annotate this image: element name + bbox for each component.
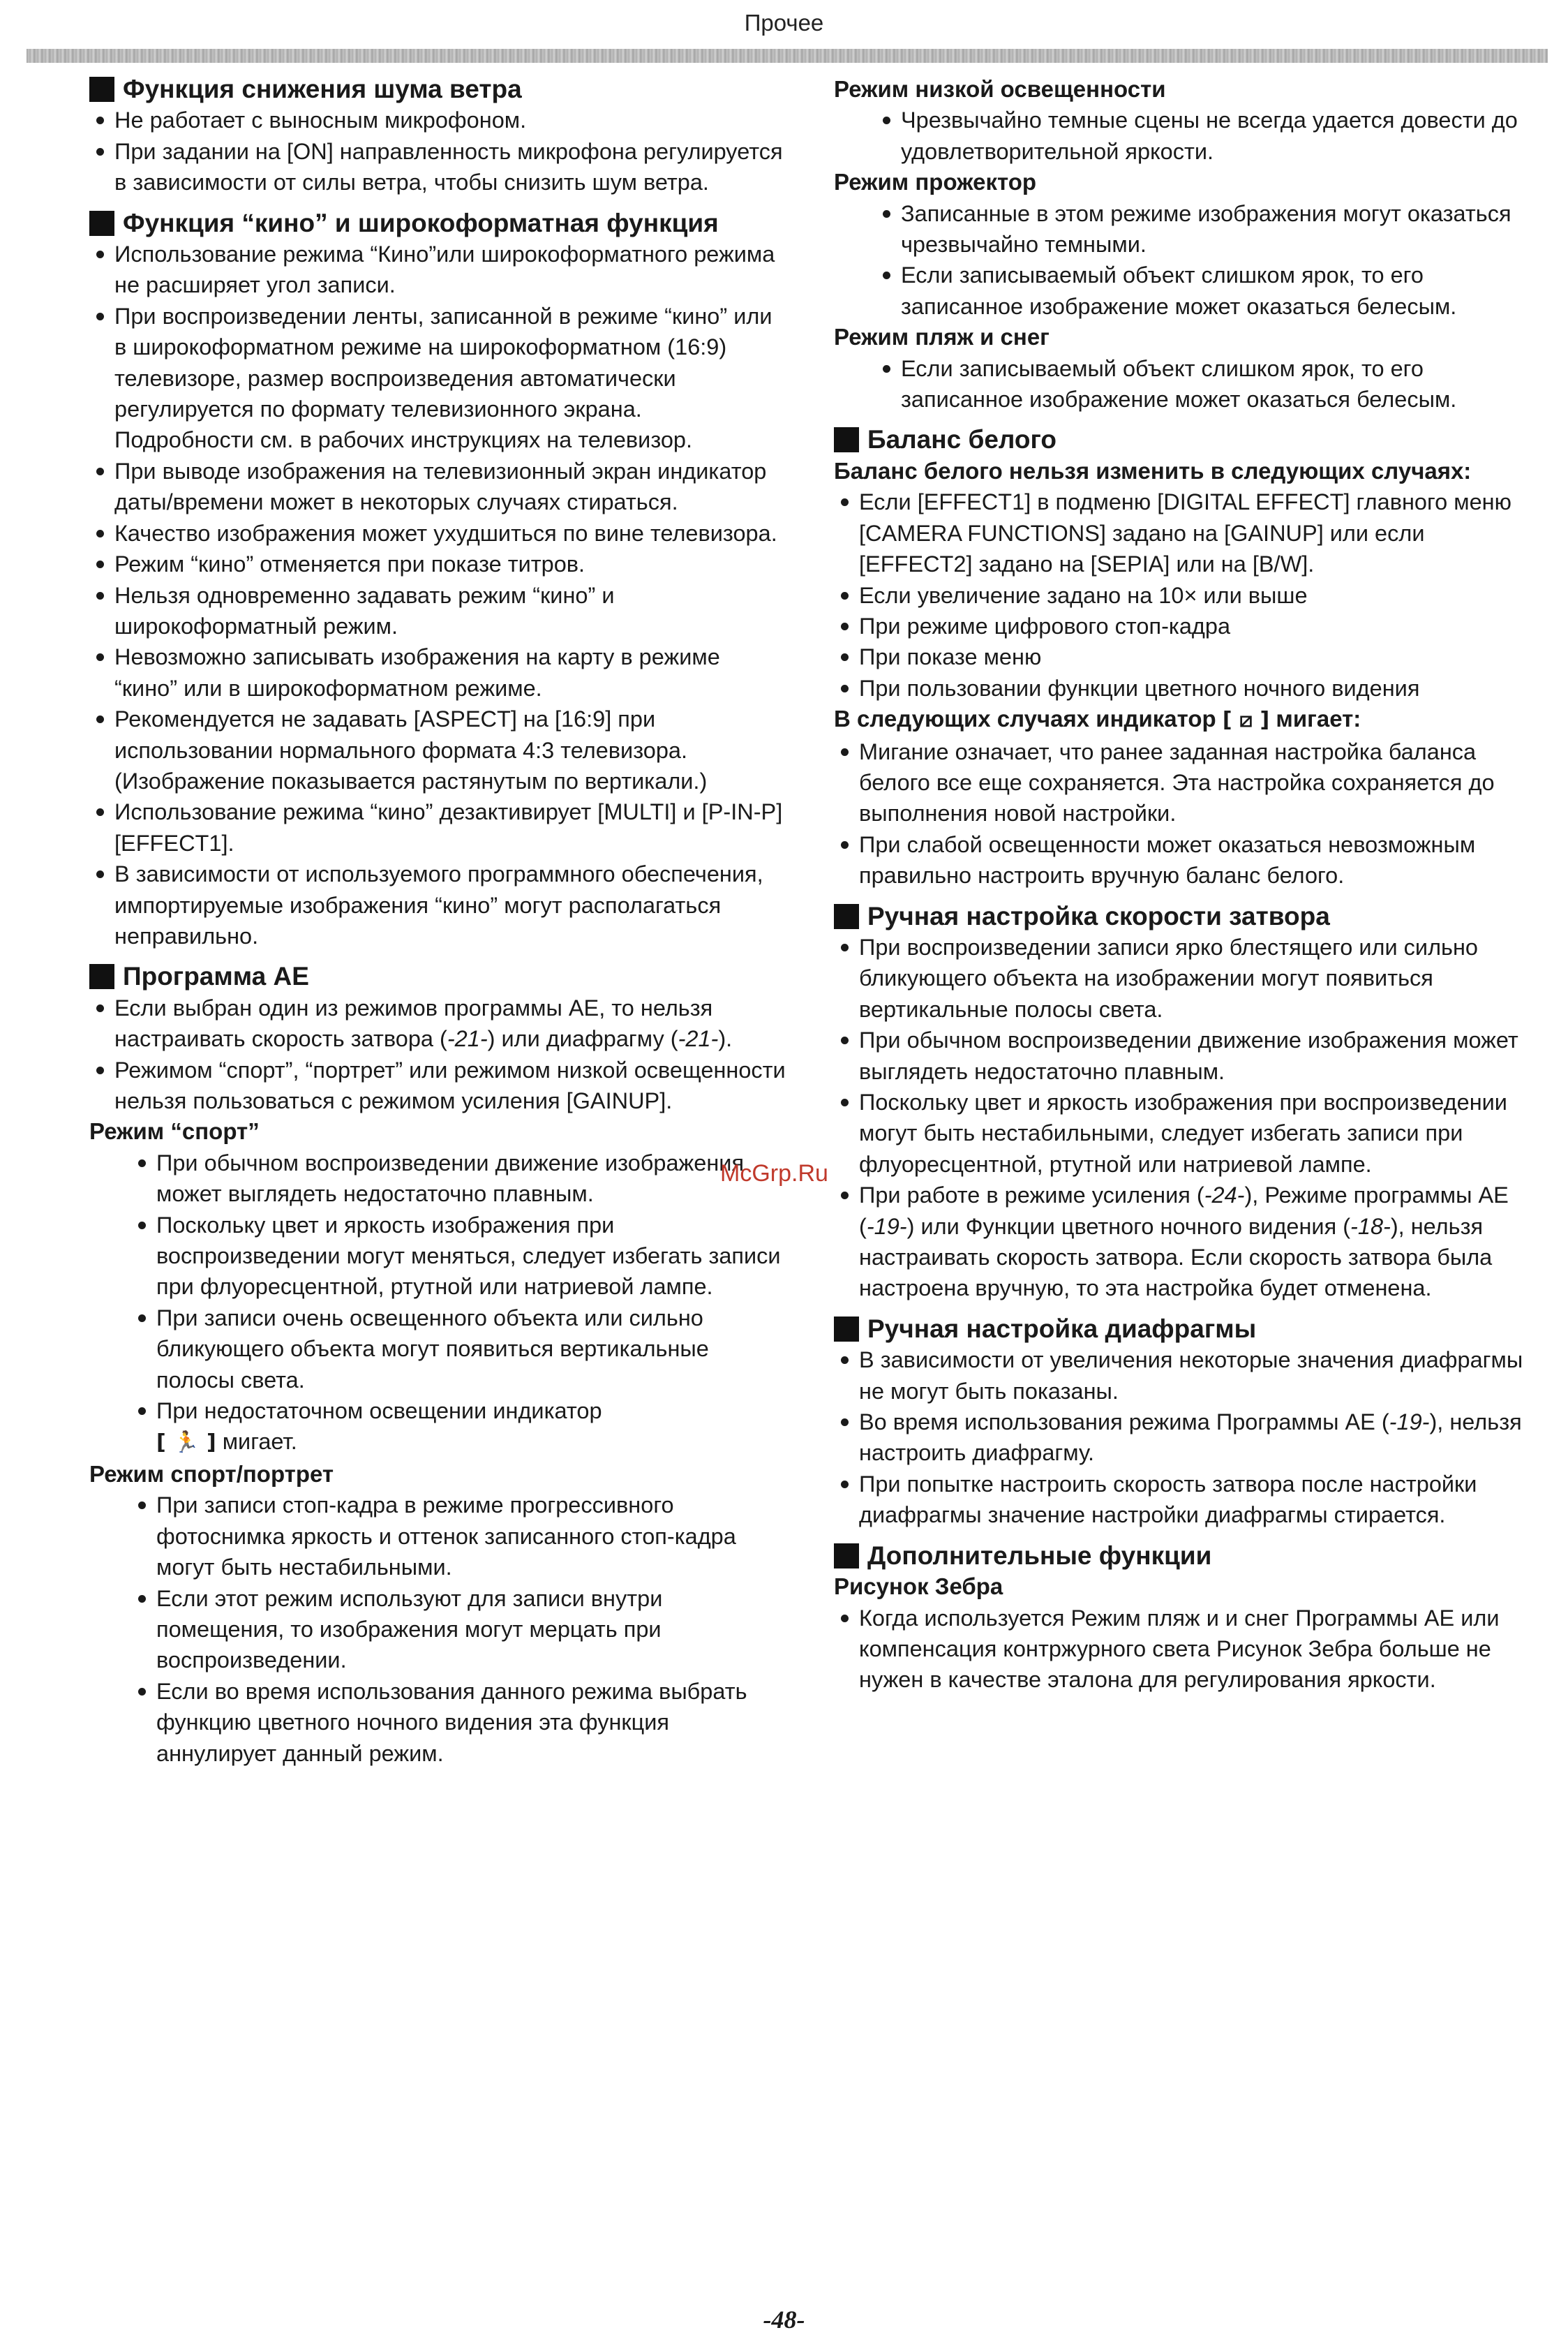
section-heading-white-balance: Баланс белого [834, 424, 1539, 455]
subheading-beach-snow: Режим пляж и снег [834, 324, 1050, 350]
watermark-text: McGrp.Ru [720, 1160, 828, 1187]
bullet-item: Если во время использования данного режима выбрать функцию цветного ночного видения эта функция аннулирует данный режим. [131, 1676, 787, 1769]
bullet-item: Не работает с выносным микрофоном. [89, 105, 787, 135]
section-square-icon [834, 427, 859, 452]
section-heading-shutter: Ручная настройка скорости затвора [834, 901, 1539, 932]
bullet-item: Поскольку цвет и яркость изображения при воспроизведении могут быть нестабильными, следует избегать записи при флуоресцентной, ртутной или натриевой лампе. [834, 1087, 1539, 1180]
bullet-item: Режимом “спорт”, “портрет” или режимом низкой освещенности нельзя пользоваться с режимом усиления [GAINUP]. [89, 1055, 787, 1117]
bullet-item: При записи очень освещенного объекта или сильно бликующего объекта могут появиться вертикальные полосы света. [131, 1303, 787, 1395]
bullet-item: Если записываемый объект слишком ярок, то его записанное изображение может оказаться белесым. [876, 353, 1539, 415]
page-ref: -18- [1350, 1213, 1391, 1239]
bullet-item: Если этот режим используют для записи внутри помещения, то изображения могут мерцать при воспроизведении. [131, 1583, 787, 1676]
bullet-item: Поскольку цвет и яркость изображения при воспроизведении могут меняться, следует избегать записи при флуоресцентной, ртутной или натриевой лампе. [131, 1210, 787, 1303]
bullet-item: Невозможно записывать изображения на карту в режиме “кино” или в широкоформатном режиме. [89, 641, 787, 704]
section-heading-program-ae: Программа AE [89, 961, 787, 992]
section-heading-cinema: Функция “кино” и широкоформатная функция [89, 208, 787, 239]
bullet-item: Если записываемый объект слишком ярок, то его записанное изображение может оказаться белесым. [876, 260, 1539, 322]
right-column [834, 74, 1539, 1696]
header-divider-bar [27, 49, 1548, 63]
bullet-item: При недостаточном освещении индикатор [ 🏃 ] мигает. [131, 1395, 787, 1459]
section-square-icon [834, 1317, 859, 1342]
bullet-item: Когда используется Режим пляж и и снег Программы AE или компенсация контржурного света Рисунок Зебра больше не нужен в качестве эталона для регулирования яркости. [834, 1603, 1539, 1696]
bullet-item: Использование режима “Кино”или широкоформатного режима не расширяет угол записи. [89, 239, 787, 301]
bullet-item: При попытке настроить скорость затвора после настройки диафрагмы значение настройки диафрагмы стирается. [834, 1469, 1539, 1531]
bullet-item: При режиме цифрового стоп-кадра [834, 611, 1539, 641]
bullet-item: При слабой освещенности может оказаться невозможным правильно настроить вручную баланс белого. [834, 829, 1539, 891]
bullet-item: При пользовании функции цветного ночного видения [834, 673, 1539, 704]
page-ref: -21- [447, 1026, 488, 1052]
page-ref: -21- [678, 1026, 719, 1052]
page-ref: -19- [1389, 1409, 1430, 1435]
subheading-sport-portrait: Режим спорт/портрет [89, 1460, 334, 1487]
white-balance-indicator-icon: [ ⧄ ] [1222, 708, 1270, 733]
section-heading-extra: Дополнительные функции [834, 1541, 1539, 1571]
bullet-item: При обычном воспроизведении движение изображения может выглядеть недостаточно плавным. [131, 1148, 787, 1210]
bullet-item: Режим “кино” отменяется при показе титров. [89, 549, 787, 579]
bullet-item: Во время использования режима Программы AE (-19-), нельзя настроить диафрагму. [834, 1407, 1539, 1469]
sport-indicator-icon: [ 🏃 ] [156, 1430, 216, 1455]
page-ref: -19- [866, 1213, 907, 1239]
subheading-zebra: Рисунок Зебра [834, 1573, 1003, 1600]
section-square-icon [834, 904, 859, 929]
page-number: -48- [763, 2306, 805, 2334]
section-square-icon [834, 1543, 859, 1568]
page-ref: -24- [1204, 1182, 1245, 1208]
section-square-icon [89, 211, 114, 236]
bullet-item: При выводе изображения на телевизионный экран индикатор даты/времени может в некоторых случаях стираться. [89, 456, 787, 518]
bullet-item: Если увеличение задано на 10× или выше [834, 580, 1539, 611]
bullet-item: Использование режима “кино” дезактивирует [MULTI] и [P-IN-P] [EFFECT1]. [89, 796, 787, 859]
section-heading-wind: Функция снижения шума ветра [89, 74, 787, 105]
bullet-item: При задании на [ON] направленность микрофона регулируется в зависимости от силы ветра, чтобы снизить шум ветра. [89, 136, 787, 198]
section-square-icon [89, 77, 114, 102]
bullet-item: В зависимости от увеличения некоторые значения диафрагмы не могут быть показаны. [834, 1344, 1539, 1407]
subheading-sport-mode: Режим “спорт” [89, 1118, 260, 1145]
bullet-item: При работе в режиме усиления (-24-), Режиме программы AE (-19-) или Функции цветного ночного видения (-18-), нельзя настраивать скорость затвора. Если скорость затвора была настроена вручную, то эта настройка будет отменена. [834, 1180, 1539, 1304]
bullet-item: Качество изображения может ухудшиться по вине телевизора. [89, 518, 787, 549]
bullet-item: При воспроизведении ленты, записанной в режиме “кино” или в широкоформатном режиме на широкоформатном (16:9) телевизоре, размер воспроизведения автоматически регулируется по формату телевизионного экрана. Подробности см. в рабочих инструкциях на телевизор. [89, 301, 787, 456]
left-column [89, 74, 787, 1769]
section-heading-iris: Ручная настройка диафрагмы [834, 1314, 1539, 1344]
bullet-item: При воспроизведении записи ярко блестящего или сильно бликующего объекта на изображении могут появиться вертикальные полосы света. [834, 932, 1539, 1025]
bullet-item: Если выбран один из режимов программы AE, то нельзя настраивать скорость затвора (-21-) или диафрагму (-21-). [89, 993, 787, 1055]
subheading-low-light: Режим низкой освещенности [834, 76, 1166, 102]
bullet-item: Нельзя одновременно задавать режим “кино” и широкоформатный режим. [89, 580, 787, 642]
subheading-wb-indicator-blinks: В следующих случаях индикатор [ ⧄ ] мигает: [834, 706, 1361, 733]
bullet-item: Если [EFFECT1] в подменю [DIGITAL EFFECT] главного меню [CAMERA FUNCTIONS] задано на [GAINUP] или если [EFFECT2] задано на [SEPIA] или на [B/W]. [834, 487, 1539, 579]
subheading-wb-cannot-change: Баланс белого нельзя изменить в следующих случаях: [834, 457, 1472, 484]
subheading-spotlight: Режим прожектор [834, 169, 1037, 195]
bullet-item: В зависимости от используемого программного обеспечения, импортируемые изображения “кино” могут располагаться неправильно. [89, 859, 787, 951]
bullet-item: При показе меню [834, 641, 1539, 672]
bullet-item: Рекомендуется не задавать [ASPECT] на [16:9] при использовании нормального формата 4:3 телевизора. (Изображение показывается растянутым по вертикали.) [89, 704, 787, 796]
page-header-title: Прочее [744, 10, 824, 36]
bullet-item: При записи стоп-кадра в режиме прогрессивного фотоснимка яркость и оттенок записанного стоп-кадра могут быть нестабильными. [131, 1490, 787, 1582]
bullet-item: Мигание означает, что ранее заданная настройка баланса белого все еще сохраняется. Эта настройка сохраняется до выполнения новой настройки. [834, 736, 1539, 829]
bullet-item: При обычном воспроизведении движение изображения может выглядеть недостаточно плавным. [834, 1025, 1539, 1087]
bullet-item: Чрезвычайно темные сцены не всегда удается довести до удовлетворительной яркости. [876, 105, 1539, 167]
bullet-item: Записанные в этом режиме изображения могут оказаться чрезвычайно темными. [876, 198, 1539, 260]
section-square-icon [89, 964, 114, 989]
